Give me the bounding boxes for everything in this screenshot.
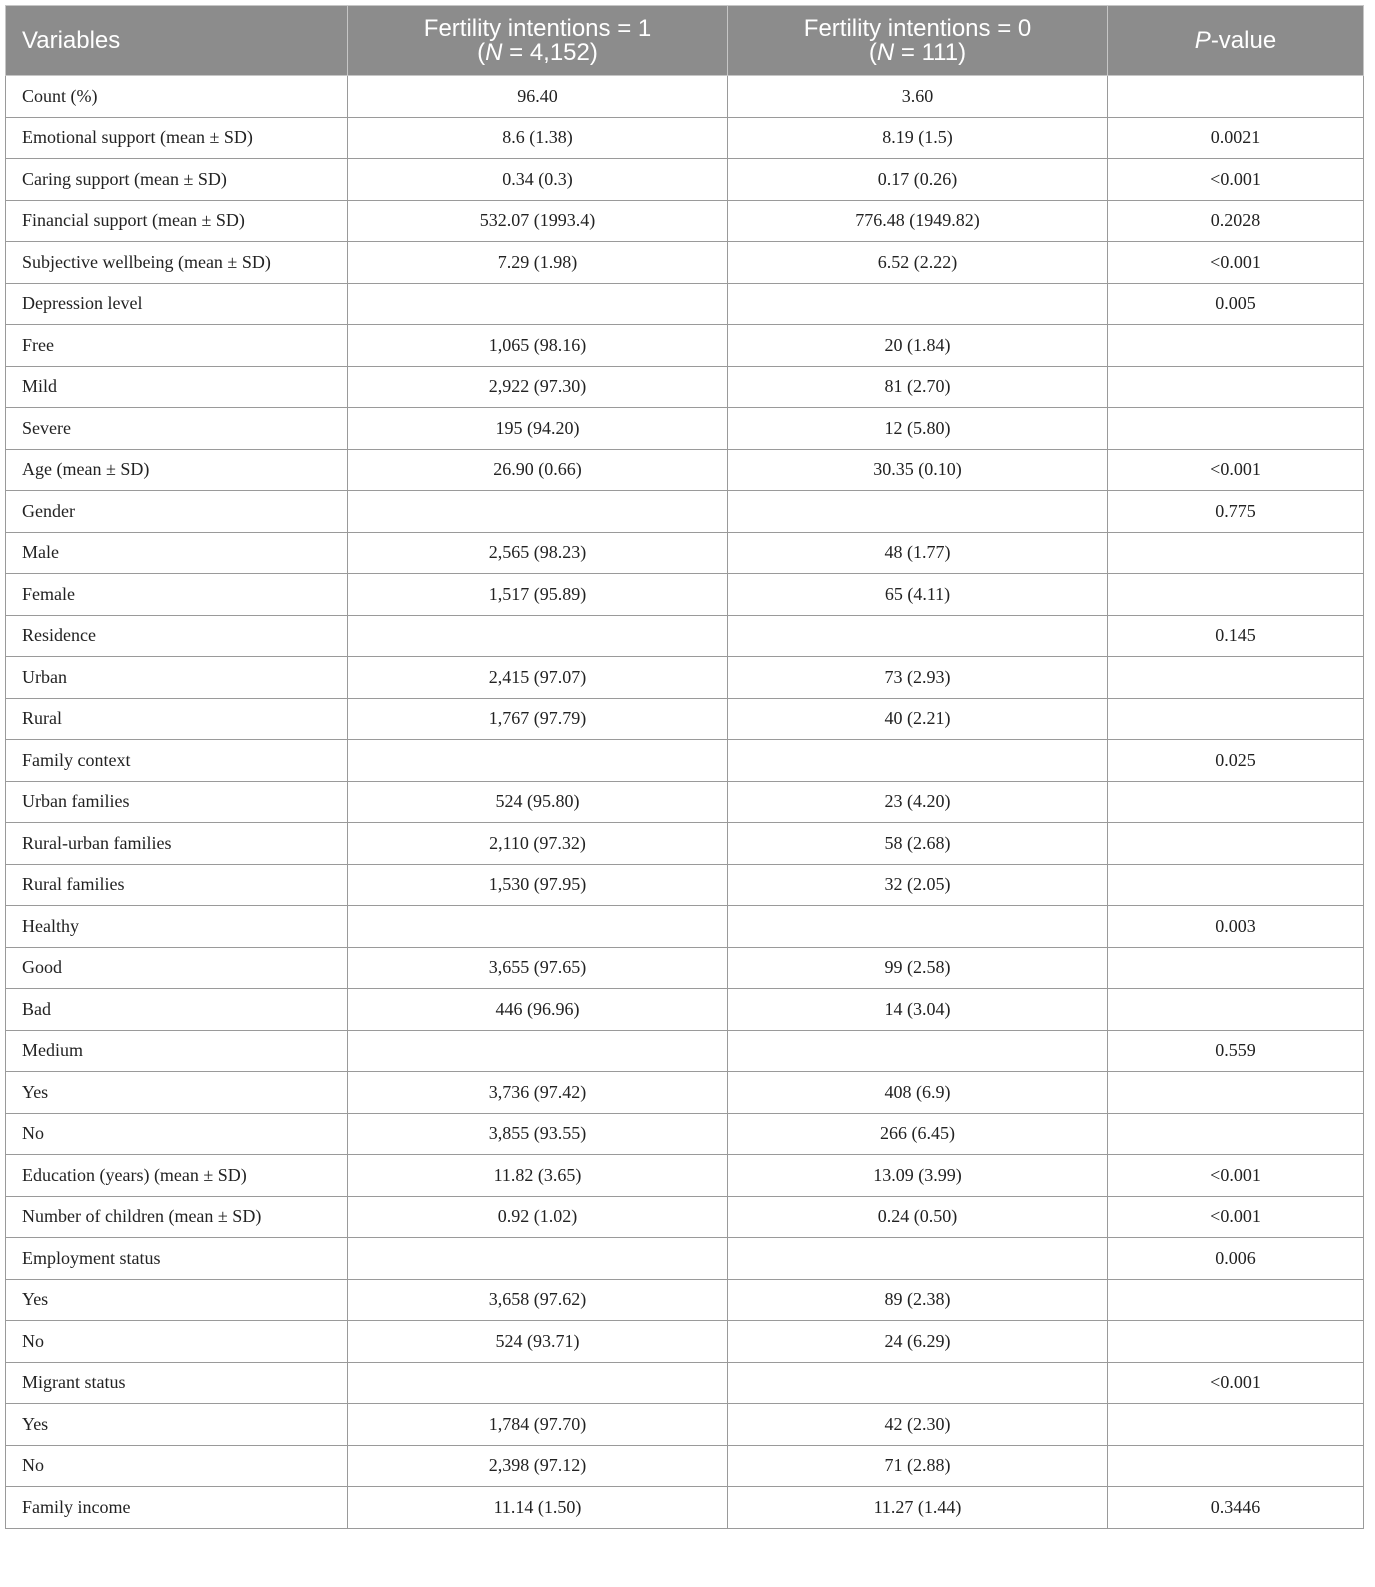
pvalue-cell: [1108, 989, 1364, 1031]
table-row: [6, 1072, 1364, 1114]
variable-cell: Family context: [6, 740, 348, 782]
pvalue-cell: 0.006: [1108, 1238, 1364, 1280]
header-fertility-0: [728, 6, 1108, 76]
variable-cell: Financial support (mean ± SD): [6, 200, 348, 242]
pvalue-cell: [1108, 574, 1364, 616]
fertility-1-cell: 446 (96.96): [348, 989, 728, 1031]
table-row: [6, 1279, 1364, 1321]
pvalue-cell: 0.2028: [1108, 200, 1364, 242]
fertility-0-cell: 266 (6.45): [728, 1113, 1108, 1155]
variable-cell: Urban: [6, 657, 348, 699]
fertility-1-cell: 0.92 (1.02): [348, 1196, 728, 1238]
variable-cell: Migrant status: [6, 1362, 348, 1404]
variable-cell: Rural: [6, 698, 348, 740]
variable-cell: Age (mean ± SD): [6, 449, 348, 491]
table-row: [6, 1113, 1364, 1155]
fertility-0-cell: 42 (2.30): [728, 1404, 1108, 1446]
pvalue-cell: [1108, 1404, 1364, 1446]
fertility-0-cell: 11.27 (1.44): [728, 1487, 1108, 1529]
table-row: [6, 408, 1364, 450]
pvalue-cell: [1108, 1321, 1364, 1363]
fertility-0-cell: 30.35 (0.10): [728, 449, 1108, 491]
variable-cell: Number of children (mean ± SD): [6, 1196, 348, 1238]
fertility-0-cell: 14 (3.04): [728, 989, 1108, 1031]
table-row: [6, 242, 1364, 284]
fertility-1-cell: 524 (95.80): [348, 781, 728, 823]
fertility-0-cell: 73 (2.93): [728, 657, 1108, 699]
table-row: [6, 366, 1364, 408]
fertility-0-cell: [728, 1238, 1108, 1280]
pvalue-cell: [1108, 325, 1364, 367]
n-label: N: [485, 38, 503, 66]
table-row: [6, 449, 1364, 491]
pvalue-cell: [1108, 657, 1364, 699]
header-pvalue: [1108, 6, 1364, 76]
fertility-1-cell: [348, 491, 728, 533]
fertility-1-cell: 532.07 (1993.4): [348, 200, 728, 242]
variable-cell: Male: [6, 532, 348, 574]
fertility-0-cell: 65 (4.11): [728, 574, 1108, 616]
table-row: [6, 1196, 1364, 1238]
table-row: [6, 283, 1364, 325]
variable-cell: No: [6, 1113, 348, 1155]
pvalue-cell: 0.003: [1108, 906, 1364, 948]
fertility-1-cell: 8.6 (1.38): [348, 117, 728, 159]
n-value: = 111): [894, 38, 967, 66]
table-row: [6, 1238, 1364, 1280]
fertility-0-cell: [728, 1030, 1108, 1072]
fertility-1-cell: 1,517 (95.89): [348, 574, 728, 616]
pvalue-cell: [1108, 947, 1364, 989]
pvalue-cell: 0.145: [1108, 615, 1364, 657]
fertility-1-cell: 195 (94.20): [348, 408, 728, 450]
fertility-0-cell: [728, 1362, 1108, 1404]
variable-cell: Female: [6, 574, 348, 616]
fertility-0-cell: 89 (2.38): [728, 1279, 1108, 1321]
fertility-0-cell: 23 (4.20): [728, 781, 1108, 823]
pvalue-cell: 0.005: [1108, 283, 1364, 325]
fertility-0-cell: 0.24 (0.50): [728, 1196, 1108, 1238]
table-row: [6, 823, 1364, 865]
fertility-0-cell: 13.09 (3.99): [728, 1155, 1108, 1197]
fertility-0-cell: 24 (6.29): [728, 1321, 1108, 1363]
variable-cell: Count (%): [6, 76, 348, 118]
pvalue-cell: <0.001: [1108, 449, 1364, 491]
table-row: [6, 200, 1364, 242]
fertility-0-cell: [728, 491, 1108, 533]
pvalue-cell: 0.0021: [1108, 117, 1364, 159]
table-row: [6, 76, 1364, 118]
fertility-0-cell: 8.19 (1.5): [728, 117, 1108, 159]
variable-cell: Gender: [6, 491, 348, 533]
fertility-0-cell: 32 (2.05): [728, 864, 1108, 906]
fertility-0-cell: 3.60: [728, 76, 1108, 118]
pvalue-cell: 0.775: [1108, 491, 1364, 533]
fertility-1-cell: 7.29 (1.98): [348, 242, 728, 284]
table-row: [6, 989, 1364, 1031]
fertility-1-cell: [348, 740, 728, 782]
variable-cell: Rural-urban families: [6, 823, 348, 865]
table-row: [6, 1445, 1364, 1487]
table-row: [6, 947, 1364, 989]
header-variables: Variables: [6, 6, 348, 76]
fertility-0-cell: [728, 740, 1108, 782]
fertility-1-cell: 1,784 (97.70): [348, 1404, 728, 1446]
table-row: [6, 532, 1364, 574]
fertility-0-cell: [728, 283, 1108, 325]
header-fertility-1-n: [348, 38, 727, 66]
table-row: [6, 325, 1364, 367]
pvalue-cell: [1108, 76, 1364, 118]
pvalue-cell: <0.001: [1108, 1155, 1364, 1197]
fertility-1-cell: 1,530 (97.95): [348, 864, 728, 906]
variable-cell: Yes: [6, 1279, 348, 1321]
n-label: N: [876, 38, 895, 66]
fertility-0-cell: 99 (2.58): [728, 947, 1108, 989]
variable-cell: Caring support (mean ± SD): [6, 159, 348, 201]
fertility-1-cell: 96.40: [348, 76, 728, 118]
fertility-0-cell: 48 (1.77): [728, 532, 1108, 574]
fertility-1-cell: 2,565 (98.23): [348, 532, 728, 574]
fertility-1-cell: 524 (93.71): [348, 1321, 728, 1363]
fertility-0-cell: 12 (5.80): [728, 408, 1108, 450]
pvalue-cell: [1108, 823, 1364, 865]
pvalue-cell: [1108, 366, 1364, 408]
table-row: [6, 117, 1364, 159]
pvalue-cell: 0.025: [1108, 740, 1364, 782]
header-row: [6, 6, 1364, 76]
pvalue-cell: [1108, 781, 1364, 823]
n-value: = 4,152): [502, 38, 598, 66]
variable-cell: Emotional support (mean ± SD): [6, 117, 348, 159]
variable-cell: Education (years) (mean ± SD): [6, 1155, 348, 1197]
header-fertility-1: [348, 6, 728, 76]
fertility-0-cell: [728, 615, 1108, 657]
fertility-1-cell: [348, 906, 728, 948]
header-fertility-0-n: [728, 38, 1107, 66]
p-label: P: [1194, 26, 1211, 54]
fertility-0-cell: 20 (1.84): [728, 325, 1108, 367]
fertility-1-cell: [348, 1362, 728, 1404]
fertility-1-cell: 2,415 (97.07): [348, 657, 728, 699]
variable-cell: Urban families: [6, 781, 348, 823]
fertility-1-cell: 3,658 (97.62): [348, 1279, 728, 1321]
variable-cell: Mild: [6, 366, 348, 408]
fertility-1-cell: 3,855 (93.55): [348, 1113, 728, 1155]
pvalue-cell: [1108, 408, 1364, 450]
table-header: [6, 6, 1364, 76]
variable-cell: Free: [6, 325, 348, 367]
table-row: [6, 698, 1364, 740]
fertility-0-cell: 58 (2.68): [728, 823, 1108, 865]
variable-cell: No: [6, 1445, 348, 1487]
table-row: [6, 574, 1364, 616]
pvalue-cell: [1108, 1113, 1364, 1155]
fertility-1-cell: 3,736 (97.42): [348, 1072, 728, 1114]
variable-cell: Severe: [6, 408, 348, 450]
open-paren: (: [477, 38, 486, 66]
pvalue-cell: <0.001: [1108, 1196, 1364, 1238]
variable-cell: Subjective wellbeing (mean ± SD): [6, 242, 348, 284]
fertility-1-cell: 0.34 (0.3): [348, 159, 728, 201]
fertility-1-cell: 1,767 (97.79): [348, 698, 728, 740]
variable-cell: Good: [6, 947, 348, 989]
table-row: [6, 864, 1364, 906]
variable-cell: Bad: [6, 989, 348, 1031]
pvalue-cell: <0.001: [1108, 159, 1364, 201]
variable-cell: Depression level: [6, 283, 348, 325]
variable-cell: Family income: [6, 1487, 348, 1529]
fertility-0-cell: 40 (2.21): [728, 698, 1108, 740]
fertility-1-cell: 26.90 (0.66): [348, 449, 728, 491]
fertility-0-cell: 6.52 (2.22): [728, 242, 1108, 284]
pvalue-cell: [1108, 1072, 1364, 1114]
table-row: [6, 1362, 1364, 1404]
fertility-1-cell: 3,655 (97.65): [348, 947, 728, 989]
fertility-1-cell: [348, 283, 728, 325]
pvalue-cell: [1108, 698, 1364, 740]
pvalue-cell: 0.3446: [1108, 1487, 1364, 1529]
table-row: [6, 1321, 1364, 1363]
variable-cell: Yes: [6, 1072, 348, 1114]
fertility-0-cell: 776.48 (1949.82): [728, 200, 1108, 242]
table-row: [6, 1030, 1364, 1072]
fertility-0-cell: 408 (6.9): [728, 1072, 1108, 1114]
pvalue-cell: <0.001: [1108, 242, 1364, 284]
variable-cell: Medium: [6, 1030, 348, 1072]
fertility-0-cell: 81 (2.70): [728, 366, 1108, 408]
table-row: [6, 740, 1364, 782]
variable-cell: Employment status: [6, 1238, 348, 1280]
pvalue-cell: <0.001: [1108, 1362, 1364, 1404]
header-fertility-1-title: Fertility intentions = 1: [423, 14, 652, 42]
table-container: [5, 5, 1363, 1529]
pvalue-cell: [1108, 532, 1364, 574]
fertility-1-cell: 2,398 (97.12): [348, 1445, 728, 1487]
pvalue-cell: [1108, 1279, 1364, 1321]
table-row: [6, 657, 1364, 699]
fertility-1-cell: 2,922 (97.30): [348, 366, 728, 408]
pvalue-cell: [1108, 864, 1364, 906]
fertility-1-cell: [348, 1030, 728, 1072]
data-table: [5, 5, 1364, 1529]
open-paren: (: [868, 38, 877, 66]
table-row: [6, 615, 1364, 657]
variable-cell: Healthy: [6, 906, 348, 948]
fertility-0-cell: 0.17 (0.26): [728, 159, 1108, 201]
table-row: [6, 1404, 1364, 1446]
fertility-1-cell: 11.82 (3.65): [348, 1155, 728, 1197]
variable-cell: No: [6, 1321, 348, 1363]
table-row: [6, 1487, 1364, 1529]
pvalue-cell: [1108, 1445, 1364, 1487]
fertility-1-cell: 11.14 (1.50): [348, 1487, 728, 1529]
fertility-1-cell: 2,110 (97.32): [348, 823, 728, 865]
variable-cell: Yes: [6, 1404, 348, 1446]
fertility-1-cell: 1,065 (98.16): [348, 325, 728, 367]
variable-cell: Residence: [6, 615, 348, 657]
fertility-1-cell: [348, 615, 728, 657]
table-row: [6, 781, 1364, 823]
table-body: [6, 76, 1364, 1529]
pvalue-cell: 0.559: [1108, 1030, 1364, 1072]
table-row: [6, 906, 1364, 948]
table-row: [6, 491, 1364, 533]
fertility-1-cell: [348, 1238, 728, 1280]
fertility-0-cell: 71 (2.88): [728, 1445, 1108, 1487]
table-row: [6, 159, 1364, 201]
fertility-0-cell: [728, 906, 1108, 948]
table-row: [6, 1155, 1364, 1197]
p-label-rest: -value: [1210, 26, 1277, 54]
variable-cell: Rural families: [6, 864, 348, 906]
header-fertility-0-title: Fertility intentions = 0: [803, 14, 1032, 42]
